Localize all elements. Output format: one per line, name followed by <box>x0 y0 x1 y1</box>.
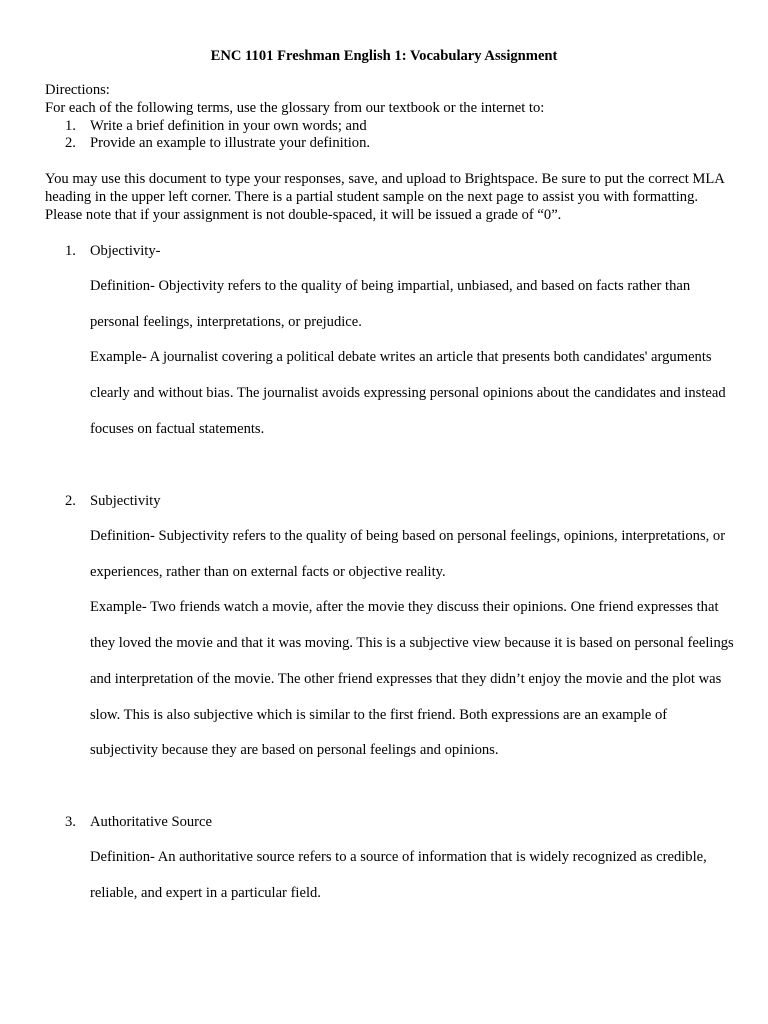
list-item-text: Write a brief definition in your own words; and <box>90 117 367 134</box>
term-definition: Definition- Objectivity refers to the quality of being impartial, unbiased, and based on facts rather than personal feelings, interpretations, or prejudice. <box>90 278 691 330</box>
term-example: Example- Two friends watch a movie, after the movie they discuss their opinions. One friend expresses that they loved the movie and that it was moving. This is a subjective view because it is based on personal feelings and interpretation of the movie. The other friend expresses that they didn’t enjoy the movie and the plot was slow. This is also subjective which is similar to the first friend. Both expressions are an example of subjectivity because they are based on personal feelings and opinions. <box>90 599 734 759</box>
directions-label: Directions: <box>45 82 110 98</box>
list-item-number: 2. <box>65 135 76 152</box>
directions-text: For each of the following terms, use the glossary from our textbook or the internet to: <box>45 99 545 116</box>
list-item-number: 1. <box>65 117 76 134</box>
directions-section <box>45 82 735 153</box>
term-example: Example- A journalist covering a political debate writes an article that presents both candidates' arguments clearly and without bias. The journalist avoids expressing personal opinions about the candidates and instead focuses on factual statements. <box>90 349 726 437</box>
term-definition: Definition- Subjectivity refers to the quality of being based on personal feelings, opinions, interpretations, or experiences, rather than on external facts or objective reality. <box>90 528 726 580</box>
term-authoritative-source <box>45 812 735 911</box>
list-item <box>45 118 735 136</box>
term-subjectivity <box>45 491 735 769</box>
list-item <box>45 135 735 153</box>
intro-paragraph: You may use this document to type your responses, save, and upload to Brightspace. Be sure to put the correct MLA heading in the upper left corner. There is a partial student sample on the next page to assist you with formatting. Please note that if your assignment is not double-spaced, it will be issued a grade of “0”. <box>45 171 725 223</box>
directions-steps <box>45 118 735 154</box>
term-number: 1. <box>65 243 76 259</box>
term-definition: Definition- An authoritative source refers to a source of information that is widely recognized as credible, reliable, and expert in a particular field. <box>90 849 707 901</box>
term-title: Subjectivity <box>90 493 161 509</box>
term-title: Objectivity- <box>90 243 161 259</box>
term-objectivity <box>45 241 735 448</box>
term-title: Authoritative Source <box>90 814 212 830</box>
term-number: 2. <box>65 493 76 509</box>
term-number: 3. <box>65 814 76 830</box>
list-item-text: Provide an example to illustrate your definition. <box>90 135 371 152</box>
page-title: ENC 1101 Freshman English 1: Vocabulary Assignment <box>210 48 558 64</box>
